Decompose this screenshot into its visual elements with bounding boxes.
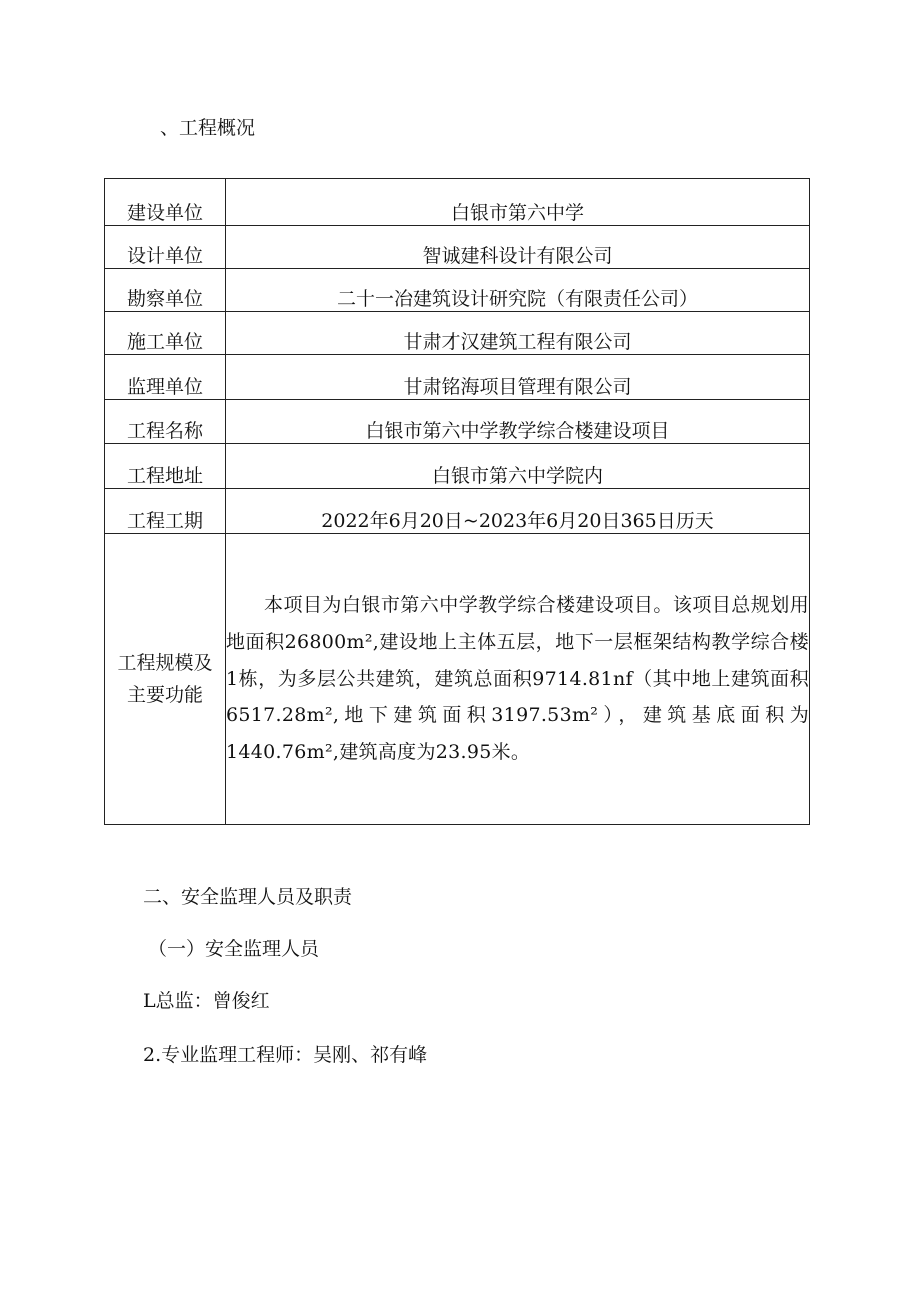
row-value: 白银市第六中学	[226, 179, 810, 226]
scale-paragraph: 本项目为白银市第六中学教学综合楼建设项目。该项目总规划用地面积26800m²,建设地上主体五层，地下一层框架结构教学综合楼1栋，为多层公共建筑，建筑总面积9714.81nf（其中地上建筑面积6517.28m²,地下建筑面积3197.53m²），建筑基底面积为1440.76m²,建筑高度为23.95米。	[226, 594, 809, 763]
table-row-scale	[105, 534, 810, 825]
scale-description	[226, 534, 810, 825]
scale-label-line: 工程规模及	[117, 651, 213, 674]
list-item: 2.专业监理工程师：吴刚、祁有峰	[143, 1044, 428, 1066]
scale-label	[105, 534, 226, 825]
row-value: 甘肃铭海项目管理有限公司	[226, 355, 810, 400]
table-row	[105, 269, 810, 312]
row-value: 二十一冶建筑设计研究院（有限责任公司）	[226, 269, 810, 312]
row-label: 工程名称	[105, 400, 226, 444]
table-row	[105, 444, 810, 489]
row-label: 工程工期	[105, 489, 226, 534]
subsection-title-personnel: （一）安全监理人员	[148, 938, 320, 960]
row-value: 智诚建科设计有限公司	[226, 226, 810, 269]
row-label: 勘察单位	[105, 269, 226, 312]
list-item: L总监：曾俊红	[143, 990, 270, 1012]
row-label: 工程地址	[105, 444, 226, 489]
row-label: 建设单位	[105, 179, 226, 226]
section-title-safety: 二、安全监理人员及职责	[143, 886, 353, 908]
row-value: 白银市第六中学院内	[226, 444, 810, 489]
table-row	[105, 312, 810, 355]
row-label: 监理单位	[105, 355, 226, 400]
project-info-table	[104, 178, 810, 825]
table-row	[105, 226, 810, 269]
table-row	[105, 179, 810, 226]
row-value: 甘肃才汉建筑工程有限公司	[226, 312, 810, 355]
table-row	[105, 400, 810, 444]
table-row	[105, 355, 810, 400]
section-title-overview: 、工程概况	[160, 117, 256, 139]
row-label: 施工单位	[105, 312, 226, 355]
row-value: 白银市第六中学教学综合楼建设项目	[226, 400, 810, 444]
table-row	[105, 489, 810, 534]
row-label: 设计单位	[105, 226, 226, 269]
row-value: 2022年6月20日~2023年6月20日365日历天	[226, 489, 810, 534]
scale-label-line: 主要功能	[126, 684, 203, 706]
